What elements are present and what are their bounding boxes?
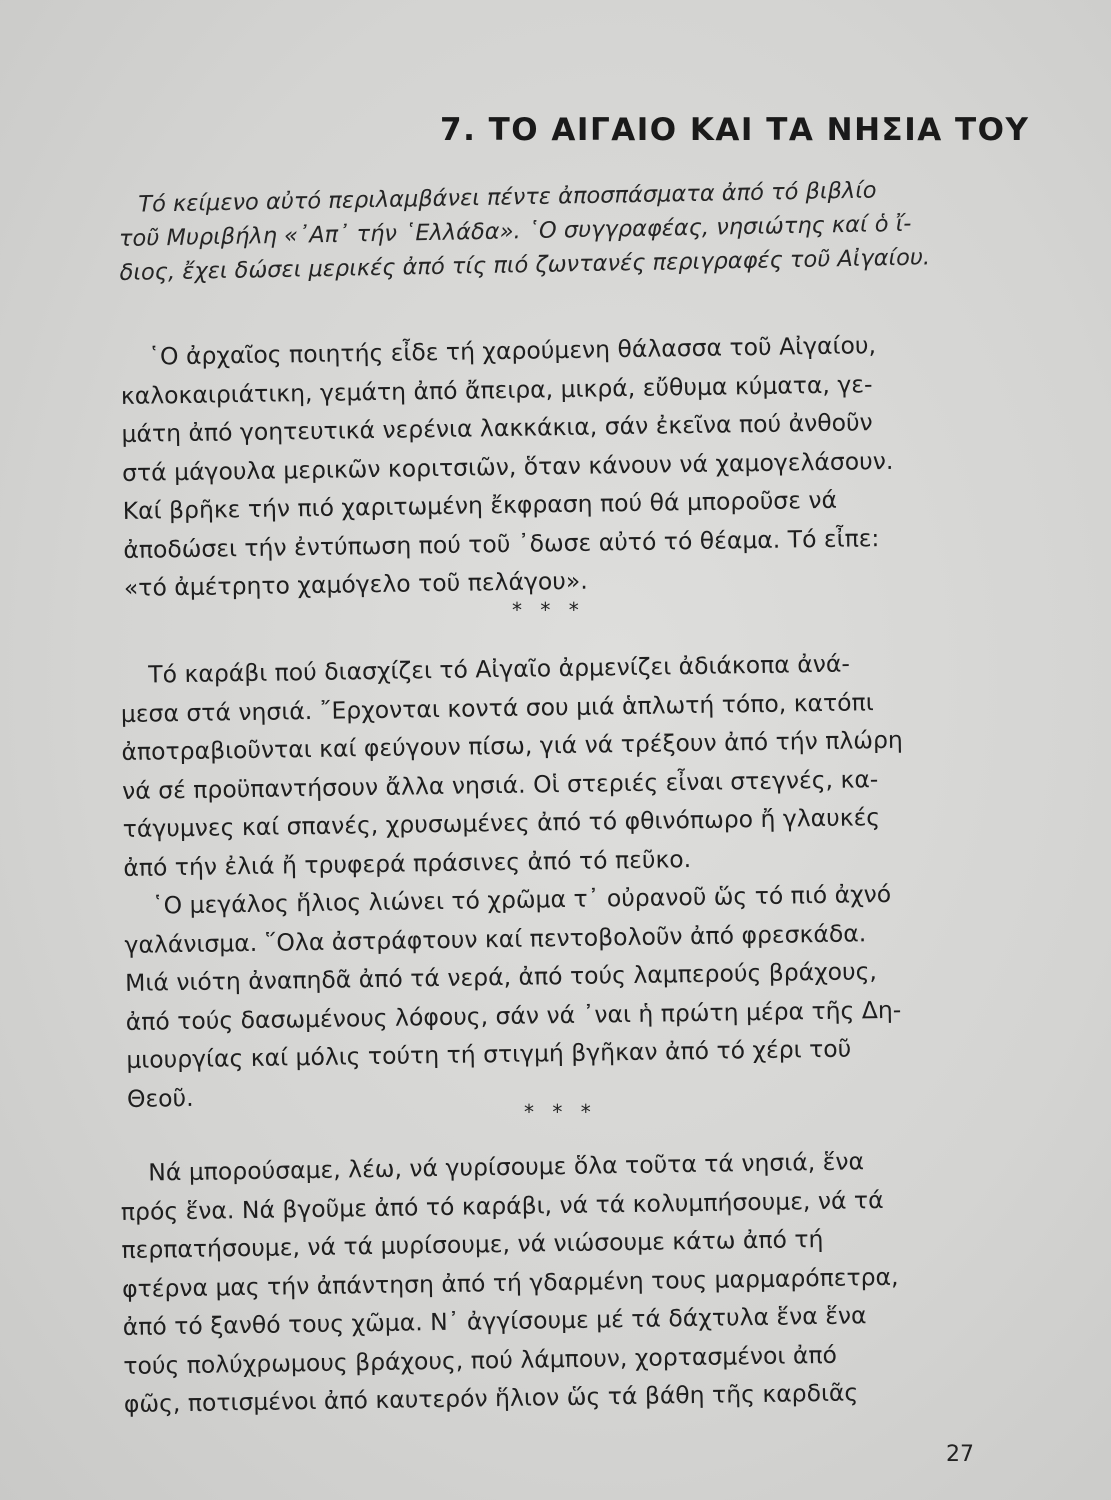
text-line: Τό καράβι πού διασχίζει τό Αἰγαῖο ἀρμενίζει ἀδιάκοπα ἀνά- xyxy=(148,649,851,689)
text-line: μάτη ἀπό γοητευτικά νερένια λακκάκια, σάν ἐκεῖνα πού ἀνθοῦν xyxy=(121,408,873,448)
chapter-title: 7. ΤΟ ΑΙΓΑΙΟ ΚΑΙ ΤΑ ΝΗΣΙΑ ΤΟΥ xyxy=(440,112,1030,148)
text-line: ἀπό τό ξανθό τους χῶμα. Ν᾿ ἀγγίσουμε μέ τά δάχτυλα ἕνα ἕνα xyxy=(122,1301,867,1341)
text-line: Καί βρῆκε τήν πιό χαριτωμένη ἔκφραση πού θά μποροῦσε νά xyxy=(122,485,838,525)
paragraph-ship-islands xyxy=(120,642,987,1117)
text-line: Θεοῦ. xyxy=(126,1083,194,1113)
text-line: πρός ἕνα. Νά βγοῦμε ἀπό τό καράβι, νά τά κολυμπήσουμε, νά τά xyxy=(120,1185,884,1226)
text-line: μιουργίας καί μόλις τούτη τή στιγμή βγῆκαν ἀπό τό χέρι τοῦ xyxy=(126,1034,852,1074)
intro-line: Τό κείμενο αὐτό περιλαμβάνει πέντε ἀποσπάσματα ἀπό τό βιβλίο xyxy=(138,177,877,218)
text-line: τούς πολύχρωμους βράχους, πού λάμπουν, χορτασμένοι ἀπό xyxy=(123,1340,838,1380)
intro-line: τοῦ Μυριβήλη «᾿Απ᾿ τήν ῾Ελλάδα». ῾Ο συγγραφέας, νησιώτης καί ὁ ἴ- xyxy=(118,210,912,252)
text-line: στά μάγουλα μερικῶν κοριτσιῶν, ὅταν κάνουν νά χαμογελάσουν. xyxy=(121,446,894,487)
text-line: καλοκαιριάτικη, γεμάτη ἀπό ἄπειρα, μικρά, εὔθυμα κύματα, γε- xyxy=(120,369,873,410)
intro-line: διος, ἔχει δώσει μερικές ἀπό τίς πιό ζωντανές περιγραφές τοῦ Αἰγαίου. xyxy=(119,244,931,286)
text-line: ῾Ο ἀρχαῖος ποιητής εἶδε τή χαρούμενη θάλασσα τοῦ Αἰγαίου, xyxy=(148,331,877,371)
text-line: Μιά νιότη ἀναπηδᾶ ἀπό τά νερά, ἀπό τούς λαμπερούς βράχους, xyxy=(124,957,878,997)
text-line: γαλάνισμα. ῞Ολα ἀστράφτουν καί πεντοβολοῦν ἀπό φρεσκάδα. xyxy=(124,918,867,959)
section-separator: * * * xyxy=(512,598,585,622)
text-line: ἀπό τήν ἐλιά ἤ τρυφερά πράσινες ἀπό τό πεῦκο. xyxy=(123,844,692,882)
page-number: 27 xyxy=(946,1442,974,1467)
text-line: τάγυμνες καί σπανές, χρυσωμένες ἀπό τό φθινόπωρο ἤ γλαυκές xyxy=(122,803,881,843)
text-line: νά σέ προϋπαντήσουν ἄλλα νησιά. Οἱ στεριές εἶναι στεγνές, κα- xyxy=(121,764,879,805)
paragraph-ancient-poet xyxy=(120,324,984,607)
text-line: ἀποδώσει τήν ἐντύπωση πού τοῦ ᾿δωσε αὐτό τό θέαμα. Τό εἶπε: xyxy=(123,523,880,564)
text-line: «τό ἀμέτρητο χαμόγελο τοῦ πελάγου». xyxy=(123,566,588,602)
text-line: μεσα στά νησιά. ῎Ερχονται κοντά σου μιά ἁπλωτή τόπο, κατόπι xyxy=(120,687,874,728)
text-line: φτέρνα μας τήν ἀπάντηση ἀπό τή γδαρμένη τους μαρμαρόπετρα, xyxy=(121,1262,899,1303)
text-line: ἀπό τούς δασωμένους λόφους, σάν νά ᾿ναι ἡ πρώτη μέρα τῆς Δη- xyxy=(125,995,902,1036)
text-line: περπατήσουμε, νά τά μυρίσουμε, νά νιώσουμε κάτω ἀπό τή xyxy=(121,1224,824,1264)
text-line: ἀποτραβιοῦνται καί φεύγουν πίσω, γιά νά τρέξουν ἀπό τήν πλώρη xyxy=(121,725,904,766)
text-line: ῾Ο μεγάλος ἥλιος λιώνει τό χρῶμα τ᾿ οὐρανοῦ ὥς τό πιό ἀχνό xyxy=(151,879,892,920)
text-line: Νά μπορούσαμε, λέω, νά γυρίσουμε ὅλα τοῦτα τά νησιά, ἕνα xyxy=(148,1147,865,1187)
intro-paragraph xyxy=(118,171,980,289)
text-line: φῶς, ποτισμένοι ἀπό καυτερόν ἥλιον ὥς τά βάθη τῆς καρδιᾶς xyxy=(123,1378,859,1418)
section-separator: * * * xyxy=(524,1100,597,1124)
paragraph-wish-islands xyxy=(120,1140,984,1423)
